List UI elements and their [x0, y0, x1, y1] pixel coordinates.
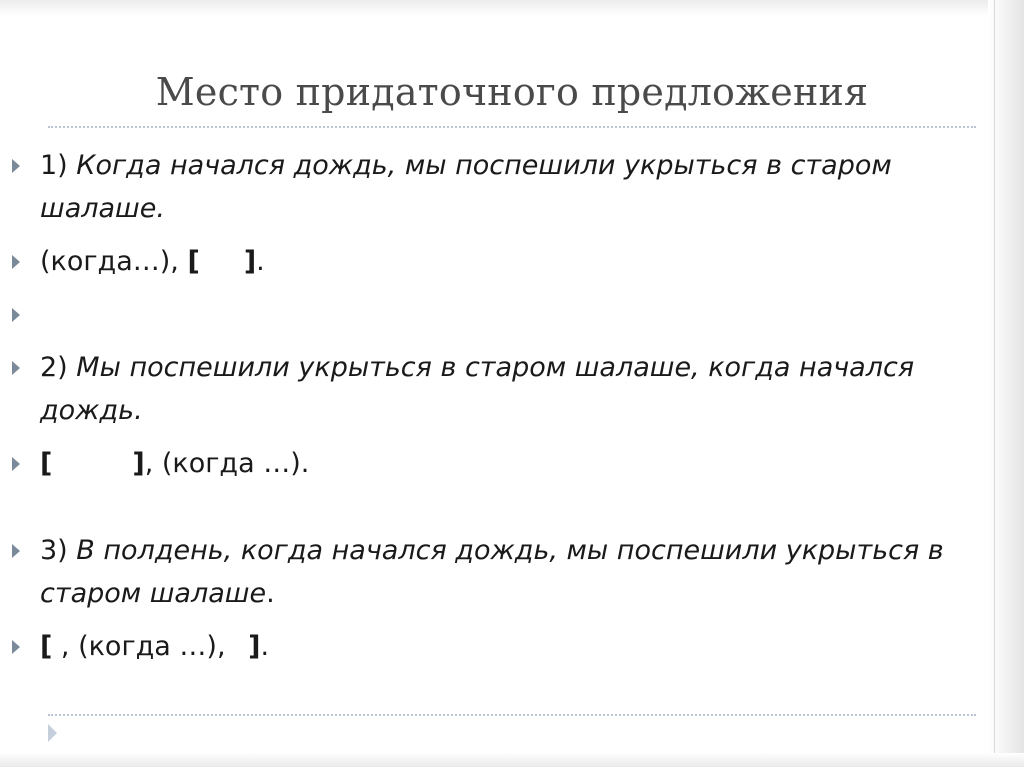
triangle-right-icon [12, 457, 20, 471]
scheme-clause: (когда…), [40, 246, 188, 277]
list-item-scheme-3 [12, 625, 1002, 668]
triangle-right-icon [12, 255, 20, 269]
scheme-open-bracket: [ [40, 631, 53, 662]
scheme-open-bracket: [ [40, 448, 53, 479]
triangle-right-icon [12, 308, 20, 322]
list-item-empty [12, 293, 1002, 336]
triangle-right-icon [12, 544, 20, 558]
triangle-right-icon [48, 724, 57, 742]
list-item-example-2 [12, 346, 1002, 432]
example-end: . [266, 578, 275, 609]
list-item-example-3 [12, 529, 1002, 615]
slide-title: Место придаточного предложения [155, 70, 869, 114]
title-divider [48, 126, 976, 128]
slide-content [12, 144, 1002, 678]
scheme-clause: , (когда …), [52, 631, 235, 662]
slide-top-border [0, 0, 1024, 16]
example-sentence: Мы поспешили укрыться в старом шалаше, когда начался дождь. [40, 352, 915, 426]
triangle-right-icon [12, 361, 20, 375]
footer-divider [48, 714, 976, 716]
list-item-scheme-2 [12, 442, 1002, 485]
scheme-clause: , (когда …). [144, 448, 310, 479]
triangle-right-icon [12, 640, 20, 654]
list-item-scheme-1 [12, 240, 1002, 283]
scheme-close-bracket: ] [243, 246, 257, 277]
scheme-end: . [256, 246, 265, 277]
scheme-close-bracket: ] [132, 448, 145, 479]
scheme-open-bracket: [ [187, 246, 200, 277]
scheme-close-bracket: ] [248, 631, 261, 662]
slide-bottom-border [0, 753, 1024, 767]
triangle-right-icon [12, 159, 20, 173]
example-number: 3) [40, 535, 77, 566]
example-sentence: В полдень, когда начался дождь, мы поспешили укрыться в старом шалаше [40, 535, 944, 609]
example-number: 2) [40, 352, 77, 383]
scheme-end: . [260, 631, 270, 662]
example-sentence: Когда начался дождь, мы поспешили укрыться в старом шалаше. [40, 150, 892, 224]
example-number: 1) [40, 150, 77, 181]
list-item-example-1 [12, 144, 1002, 230]
